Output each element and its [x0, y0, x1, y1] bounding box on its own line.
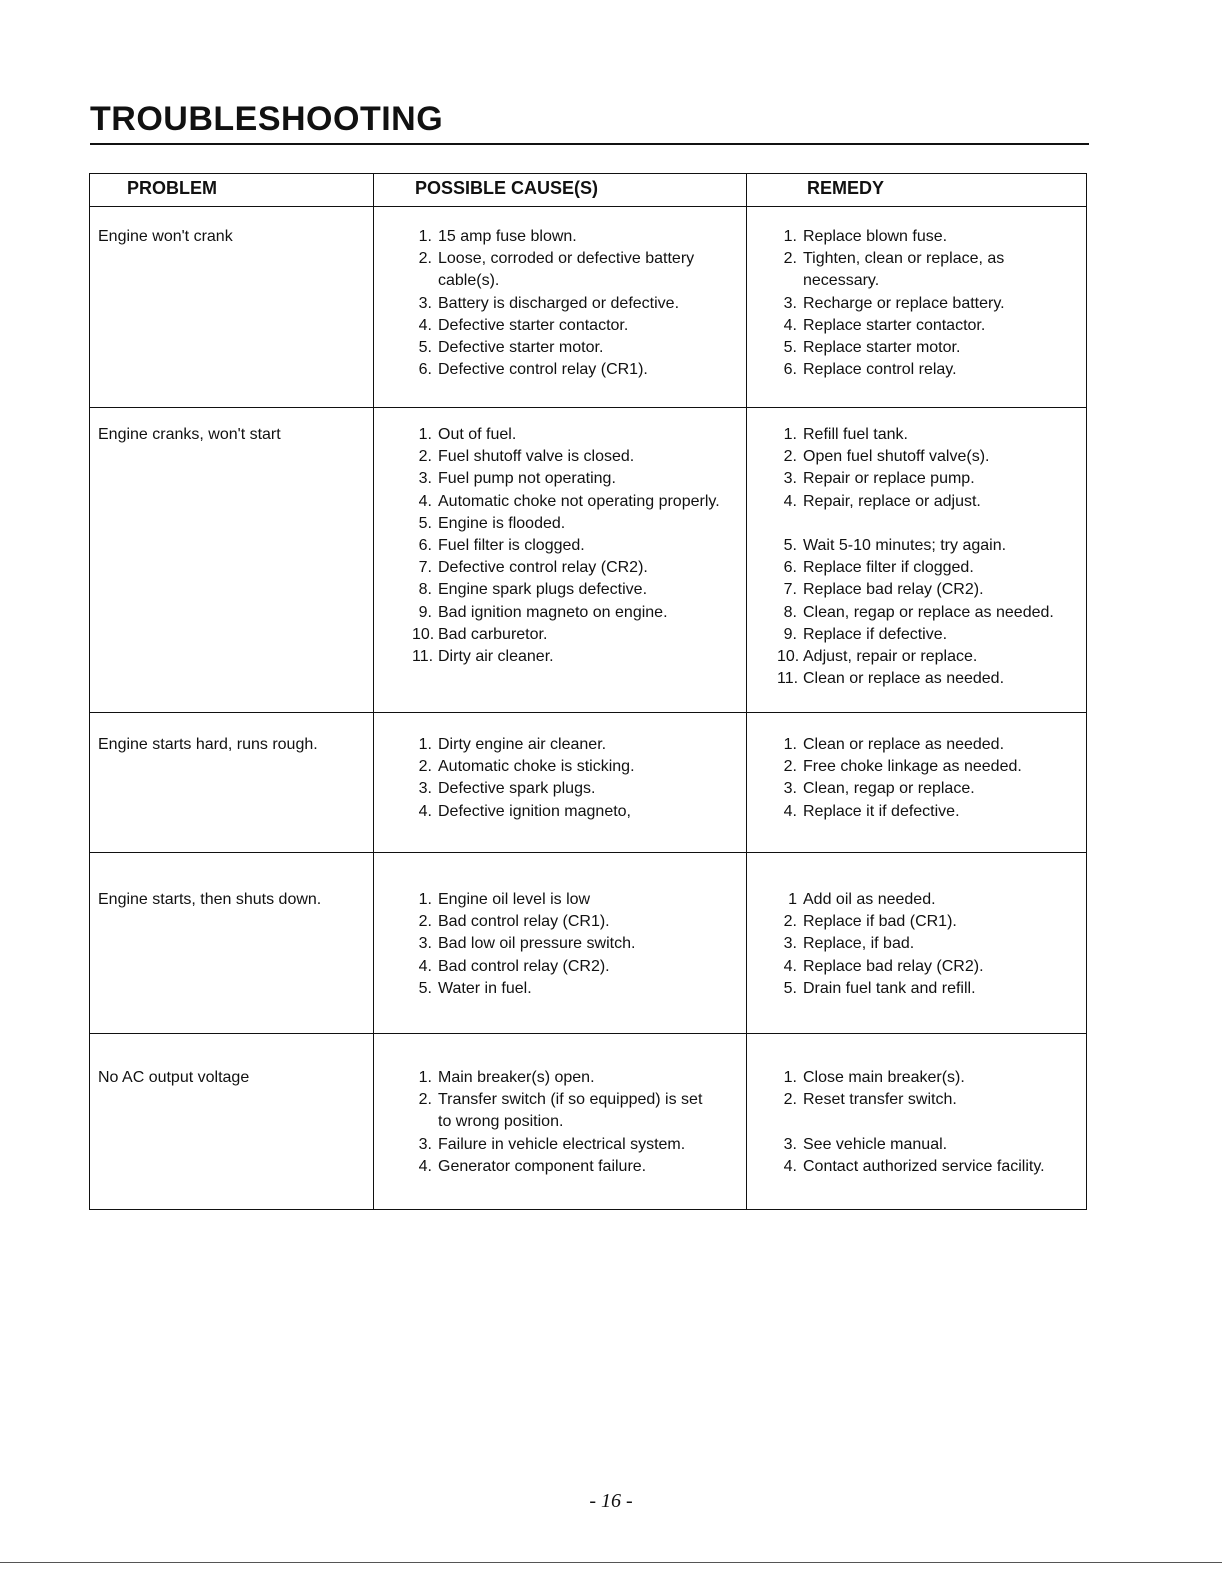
list-item: [777, 1089, 1082, 1111]
item-text: Dirty engine air cleaner.: [438, 736, 607, 753]
list-item: [777, 446, 1085, 468]
list-item: [777, 624, 1085, 646]
item-number: 3.: [783, 780, 797, 798]
list-item: [777, 889, 1082, 911]
item-number: 4.: [418, 802, 432, 820]
list-item: [777, 956, 1082, 978]
item-text: Defective starter contactor.: [438, 316, 629, 334]
item-text: Engine oil level is low: [438, 891, 591, 908]
list-item: [777, 756, 1082, 778]
list-item: [412, 579, 742, 601]
row-1-problem: Engine won't crank: [98, 228, 233, 245]
row-2-causes: [412, 424, 742, 668]
list-item: [777, 778, 1082, 800]
row-4-causes: [412, 889, 742, 1000]
list-item: [412, 337, 742, 359]
item-number: 5.: [783, 537, 797, 555]
item-number: 1.: [418, 228, 432, 245]
row-2-remedies: [777, 424, 1085, 690]
item-number: 4.: [418, 492, 432, 510]
item-number: 7.: [783, 581, 797, 599]
item-number: 11.: [777, 670, 799, 688]
row-5-remedies: [777, 1067, 1082, 1178]
list-item: [777, 1067, 1082, 1089]
list-item: [412, 602, 742, 624]
item-number: 3.: [418, 1135, 432, 1153]
list-item: [412, 778, 742, 800]
item-number: 3.: [783, 294, 797, 312]
item-text: Failure in vehicle electrical system.: [438, 1135, 686, 1153]
list-item: [412, 734, 742, 756]
list-item: [412, 978, 742, 1000]
item-text: Out of fuel.: [438, 426, 517, 443]
list-item: [412, 293, 742, 315]
item-text: Loose, corroded or defective battery cable(s).: [438, 250, 695, 290]
item-number: 3.: [783, 1135, 797, 1153]
item-text: Fuel pump not operating.: [438, 470, 616, 488]
item-text: Clean, regap or replace as needed.: [803, 603, 1054, 621]
page-number: - 16 -: [589, 1490, 633, 1512]
item-text: Replace starter contactor.: [803, 316, 986, 334]
list-item: [777, 293, 1082, 315]
item-text: Defective starter motor.: [438, 339, 604, 357]
item-text: Replace starter motor.: [803, 339, 961, 357]
row-5-causes: [412, 1067, 712, 1178]
bottom-edge-rule: [0, 1562, 1222, 1563]
item-number: 1.: [783, 1069, 797, 1086]
item-text: Replace if defective.: [803, 625, 948, 643]
item-text: Replace control relay.: [803, 361, 957, 379]
item-text: Close main breaker(s).: [803, 1069, 965, 1086]
item-text: Clean or replace as needed.: [803, 736, 1005, 753]
list-item: [412, 933, 742, 955]
list-item: [412, 468, 742, 490]
item-number: 1.: [783, 736, 797, 753]
list-item: [412, 1134, 712, 1156]
item-text: Clean or replace as needed.: [803, 670, 1005, 688]
list-item: [412, 248, 742, 292]
list-item: [777, 734, 1082, 756]
list-item: [777, 579, 1085, 601]
list-item: [412, 1156, 712, 1178]
item-text: Clean, regap or replace.: [803, 780, 975, 798]
row-3-problem: Engine starts hard, runs rough.: [98, 736, 318, 753]
item-number: 3.: [418, 780, 432, 798]
item-text: Automatic choke is sticking.: [438, 758, 635, 776]
row-3-causes: [412, 734, 742, 823]
header-possible-causes: POSSIBLE CAUSE(S): [415, 178, 599, 198]
list-item: [412, 1089, 712, 1133]
header-problem: PROBLEM: [127, 178, 217, 198]
item-text: Drain fuel tank and refill.: [803, 979, 976, 997]
item-number: 2.: [783, 250, 797, 268]
item-number: 5.: [418, 514, 432, 532]
item-text: Generator component failure.: [438, 1157, 647, 1175]
item-text: 15 amp fuse blown.: [438, 228, 577, 245]
item-text: Fuel shutoff valve is closed.: [438, 448, 635, 466]
item-number: 4.: [783, 802, 797, 820]
row-1-remedies: [777, 226, 1082, 381]
row-5-problem: No AC output voltage: [98, 1069, 250, 1086]
list-item: [777, 513, 1085, 535]
item-text: Replace if bad (CR1).: [803, 913, 957, 931]
item-text: Bad ignition magneto on engine.: [438, 603, 668, 621]
list-item: [777, 602, 1085, 624]
item-number: 5.: [418, 339, 432, 357]
item-text: Transfer switch (if so equipped) is set to wrong position.: [438, 1091, 703, 1131]
item-number: 4.: [418, 1157, 432, 1175]
item-number: 5.: [783, 339, 797, 357]
list-item: [777, 226, 1082, 248]
item-text: Engine is flooded.: [438, 514, 566, 532]
list-item: [412, 646, 742, 668]
item-number: 8.: [418, 581, 432, 599]
list-item: [777, 248, 1082, 292]
row-3-remedies: [777, 734, 1082, 823]
item-number: 2.: [418, 1091, 432, 1109]
item-text: Refill fuel tank.: [803, 426, 908, 443]
item-number: 1.: [783, 426, 797, 443]
item-number: 3.: [418, 935, 432, 953]
list-item: [412, 446, 742, 468]
item-number: 6.: [418, 537, 432, 555]
item-text: Defective spark plugs.: [438, 780, 596, 798]
item-text: Automatic choke not operating properly.: [438, 492, 720, 510]
column-divider-2: [746, 174, 747, 1209]
list-item: [777, 359, 1082, 381]
list-item: [412, 359, 742, 381]
item-number: 1.: [783, 228, 797, 245]
item-text: Recharge or replace battery.: [803, 294, 1005, 312]
list-item: [777, 1134, 1082, 1156]
row-divider-2: [90, 712, 1086, 713]
item-text: Free choke linkage as needed.: [803, 758, 1022, 776]
list-item: [412, 557, 742, 579]
item-number: 3.: [783, 470, 797, 488]
item-text: Defective control relay (CR2).: [438, 559, 648, 577]
item-text: Engine spark plugs defective.: [438, 581, 648, 599]
list-item: [777, 535, 1085, 557]
item-number: 4.: [783, 1157, 797, 1175]
troubleshooting-table: [89, 173, 1087, 1210]
item-text: Dirty air cleaner.: [438, 648, 554, 666]
item-number: 3.: [418, 470, 432, 488]
item-text: Replace it if defective.: [803, 802, 960, 820]
list-item: [777, 801, 1082, 823]
list-item: [777, 668, 1085, 690]
item-text: Tighten, clean or replace, as necessary.: [803, 250, 1005, 290]
list-item: [412, 491, 742, 513]
list-item: [777, 1156, 1082, 1178]
item-text: Wait 5-10 minutes; try again.: [803, 537, 1007, 555]
item-number: 3.: [418, 294, 432, 312]
item-number: 9.: [783, 625, 797, 643]
item-text: Replace bad relay (CR2).: [803, 581, 984, 599]
item-number: 2.: [418, 913, 432, 931]
item-number: 4.: [418, 957, 432, 975]
list-item: [777, 978, 1082, 1000]
item-number: 5.: [783, 979, 797, 997]
item-text: Replace filter if clogged.: [803, 559, 974, 577]
title-underline: [90, 143, 1089, 145]
item-text: Bad carburetor.: [438, 625, 548, 643]
row-2-problem: Engine cranks, won't start: [98, 426, 281, 443]
item-text: Replace, if bad.: [803, 935, 915, 953]
item-text: Main breaker(s) open.: [438, 1069, 595, 1086]
item-number: 4.: [783, 492, 797, 510]
row-divider-1: [90, 407, 1086, 408]
item-number: 4.: [783, 957, 797, 975]
item-text: Contact authorized service facility.: [803, 1157, 1045, 1175]
list-item: [777, 491, 1085, 513]
item-number: 2.: [783, 758, 797, 776]
list-item: [412, 801, 742, 823]
item-number: 1.: [418, 736, 432, 753]
item-text: See vehicle manual.: [803, 1135, 948, 1153]
item-number: 4.: [783, 316, 797, 334]
item-text: Fuel filter is clogged.: [438, 537, 585, 555]
list-item: [777, 911, 1082, 933]
row-4-problem: Engine starts, then shuts down.: [98, 891, 322, 908]
item-text: Open fuel shutoff valve(s).: [803, 448, 990, 466]
page-title: TROUBLESHOOTING: [90, 100, 444, 138]
item-number: 6.: [783, 559, 797, 577]
list-item: [412, 889, 742, 911]
item-text: Bad control relay (CR1).: [438, 913, 610, 931]
item-text: Repair or replace pump.: [803, 470, 975, 488]
item-number: 2.: [418, 250, 432, 268]
list-item: [412, 1067, 712, 1089]
list-item: [412, 315, 742, 337]
list-item: [412, 756, 742, 778]
list-item: [412, 624, 742, 646]
list-item: [777, 468, 1085, 490]
item-text: Replace blown fuse.: [803, 228, 948, 245]
list-item: [777, 424, 1085, 446]
column-divider-1: [373, 174, 374, 1209]
list-item: [412, 226, 742, 248]
item-number: 5.: [418, 979, 432, 997]
item-number: 11.: [412, 648, 434, 666]
item-text: Defective control relay (CR1).: [438, 361, 648, 379]
item-number: 6.: [418, 361, 432, 379]
item-number: 2.: [418, 448, 432, 466]
header-divider: [90, 206, 1086, 207]
item-number: 2.: [418, 758, 432, 776]
item-number: 10.: [412, 625, 435, 643]
list-item: [412, 911, 742, 933]
item-number: 7.: [418, 559, 432, 577]
item-number: 1.: [418, 891, 432, 908]
header-remedy: REMEDY: [807, 178, 885, 198]
list-item: [777, 646, 1085, 668]
list-item: [412, 956, 742, 978]
item-number: 6.: [783, 361, 797, 379]
row-divider-4: [90, 1033, 1086, 1034]
list-item: [412, 513, 742, 535]
list-item: [777, 337, 1082, 359]
item-number: 1.: [418, 1069, 432, 1086]
list-item: [412, 424, 742, 446]
item-text: Bad low oil pressure switch.: [438, 935, 636, 953]
list-item: [777, 933, 1082, 955]
row-1-causes: [412, 226, 742, 381]
list-item: [777, 557, 1085, 579]
row-divider-3: [90, 852, 1086, 853]
item-number: 4.: [418, 316, 432, 334]
item-number: 2.: [783, 913, 797, 931]
item-text: Battery is discharged or defective.: [438, 294, 680, 312]
item-number: 2.: [783, 448, 797, 466]
item-number: 9.: [418, 603, 432, 621]
item-text: Replace bad relay (CR2).: [803, 957, 984, 975]
item-text: Repair, replace or adjust.: [803, 492, 981, 510]
item-text: Water in fuel.: [438, 979, 532, 997]
item-number: 1: [788, 891, 797, 908]
item-number: 8.: [783, 603, 797, 621]
item-number: 3.: [783, 935, 797, 953]
list-item: [412, 535, 742, 557]
row-4-remedies: [777, 889, 1082, 1000]
list-item: [777, 1111, 1082, 1133]
list-item: [777, 315, 1082, 337]
item-text: Bad control relay (CR2).: [438, 957, 610, 975]
item-number: 2.: [783, 1091, 797, 1109]
item-text: Add oil as needed.: [803, 891, 936, 908]
item-number: 1.: [418, 426, 432, 443]
item-text: Adjust, repair or replace.: [803, 648, 978, 666]
item-text: Reset transfer switch.: [803, 1091, 957, 1109]
item-number: 10.: [777, 648, 800, 666]
item-text: Defective ignition magneto,: [438, 802, 631, 820]
